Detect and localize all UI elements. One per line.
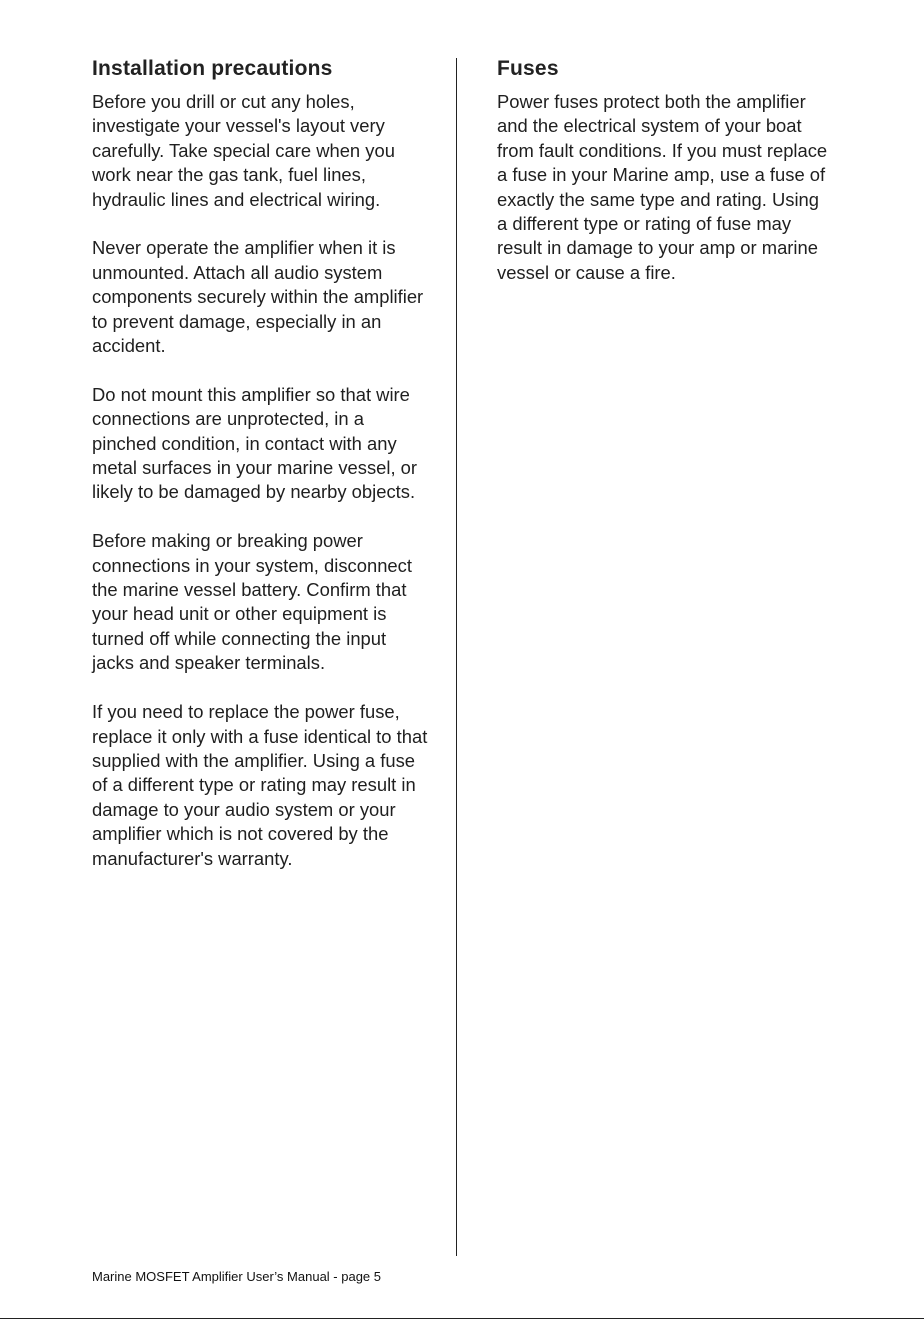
paragraph-wire-protection: Do not mount this amplifier so that wire connections are unprotected, in a pinched condition, in contact with any metal surfaces in your marine vessel, or likely to be damaged by nearby objects.: [92, 383, 418, 503]
paragraph-fuse-replacement: If you need to replace the power fuse, replace it only with a fuse identical to that supplied with the amplifier. Using a fuse of a different type or rating may result in damage to your audio system or your amplifier which is not covered by the manufacturer's warranty.: [92, 701, 428, 869]
installation-precautions-section: [92, 56, 428, 895]
page-footer: Marine MOSFET Amplifier User’s Manual - page 5: [92, 1269, 381, 1284]
fuses-heading: Fuses: [497, 57, 559, 80]
paragraph-mounting-required: Never operate the amplifier when it is unmounted. Attach all audio system components securely within the amplifier to prevent damage, especially in an accident.: [92, 237, 424, 357]
page-bottom-rule: [0, 1318, 924, 1319]
fuses-section: [497, 56, 833, 310]
paragraph-power-connections: Before making or breaking power connections in your system, disconnect the marine vessel battery. Confirm that your head unit or other equipment is turned off while connecting the input jacks and speaker terminals.: [92, 530, 412, 674]
installation-precautions-heading: Installation precautions: [92, 57, 333, 80]
paragraph-drilling-caution: Before you drill or cut any holes, investigate your vessel's layout very carefully. Take special care when you work near the gas tank, fuel lines, hydraulic lines and electrical wiring.: [92, 91, 395, 210]
paragraph-fuse-protection: Power fuses protect both the amplifier and the electrical system of your boat from fault conditions. If you must replace a fuse in your Marine amp, use a fuse of exactly the same type and rating. Using a different type or rating of fuse may result in damage to your amp or marine vessel or cause a fire.: [497, 91, 828, 283]
column-divider: [456, 58, 457, 1256]
